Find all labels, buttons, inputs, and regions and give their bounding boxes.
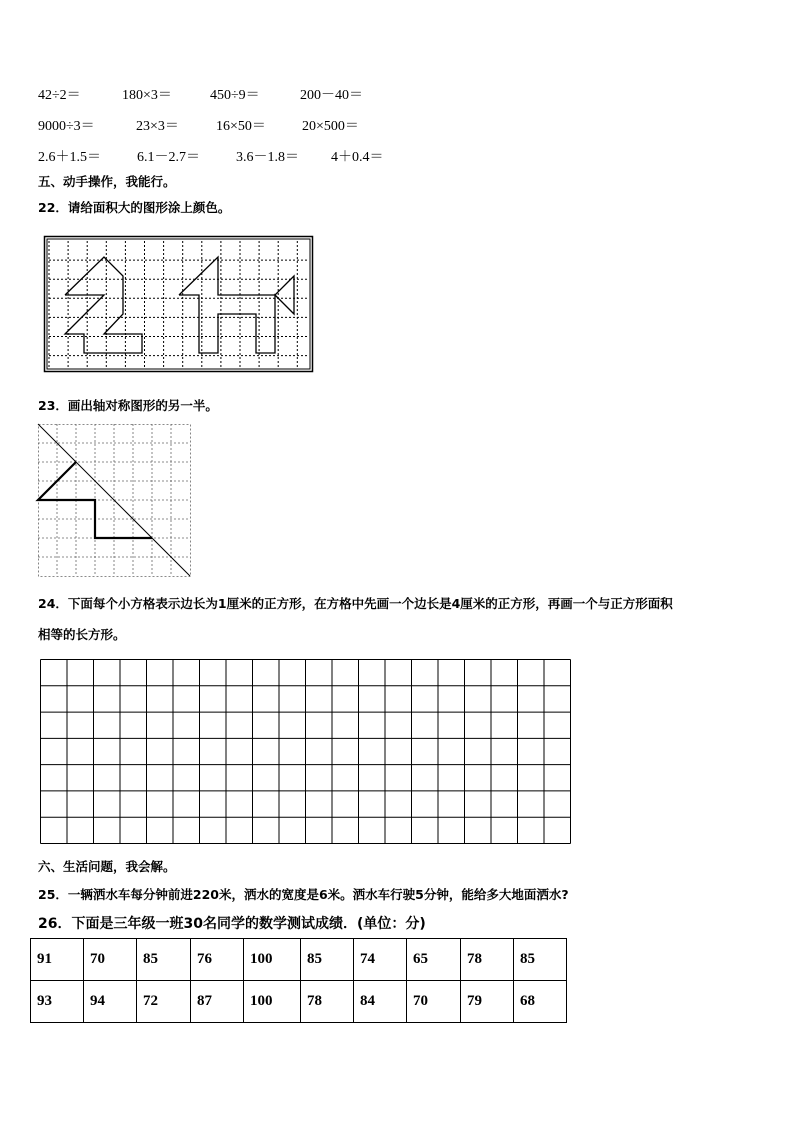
score-cell: 70 <box>407 981 461 1023</box>
score-cell: 85 <box>137 939 191 981</box>
score-cell: 76 <box>191 939 244 981</box>
q23-symmetry-figure <box>38 424 192 578</box>
q24-drawing-grid <box>40 659 572 845</box>
question-22: 22．请给面积大的图形涂上颜色。 <box>38 200 231 215</box>
calc-item: 2.6＋1.5＝ <box>38 150 101 165</box>
question-24-line2: 相等的长方形。 <box>38 627 126 642</box>
calc-item: 200－40＝ <box>300 88 363 103</box>
score-cell: 70 <box>84 939 137 981</box>
score-cell: 78 <box>461 939 514 981</box>
section-six-heading: 六、生活问题，我会解。 <box>38 859 176 874</box>
calc-item: 42÷2＝ <box>38 88 81 103</box>
left-shape <box>65 257 142 353</box>
q22-grid-figure <box>44 236 314 372</box>
score-cell: 72 <box>137 981 191 1023</box>
score-cell: 85 <box>301 939 354 981</box>
score-cell: 74 <box>354 939 407 981</box>
right-shape <box>179 257 294 353</box>
score-cell: 68 <box>514 981 567 1023</box>
score-cell: 93 <box>31 981 84 1023</box>
score-cell: 84 <box>354 981 407 1023</box>
calc-item: 23×3＝ <box>136 119 179 134</box>
table-row <box>31 981 567 1023</box>
score-cell: 85 <box>514 939 567 981</box>
calc-item: 3.6－1.8＝ <box>236 150 299 165</box>
score-cell: 91 <box>31 939 84 981</box>
score-cell: 78 <box>301 981 354 1023</box>
question-26: 26．下面是三年级一班30名同学的数学测试成绩．(单位：分) <box>38 916 426 932</box>
calc-item: 450÷9＝ <box>210 88 260 103</box>
score-table <box>30 938 567 1023</box>
calc-item: 6.1－2.7＝ <box>137 150 200 165</box>
question-24-line1: 24．下面每个小方格表示边长为1厘米的正方形，在方格中先画一个边长是4厘米的正方形，再画一个与正方形面积 <box>38 596 673 611</box>
question-25: 25．一辆洒水车每分钟前进220米，洒水的宽度是6米。洒水车行驶5分钟，能给多大地面洒水? <box>38 887 569 902</box>
calc-item: 9000÷3＝ <box>38 119 95 134</box>
section-five-heading: 五、动手操作，我能行。 <box>38 174 176 189</box>
table-row <box>31 939 567 981</box>
score-cell: 79 <box>461 981 514 1023</box>
calc-item: 20×500＝ <box>302 119 359 134</box>
calc-item: 16×50＝ <box>216 119 266 134</box>
score-cell: 100 <box>244 981 301 1023</box>
score-cell: 87 <box>191 981 244 1023</box>
calc-item: 4＋0.4＝ <box>331 150 384 165</box>
score-cell: 100 <box>244 939 301 981</box>
score-cell: 94 <box>84 981 137 1023</box>
calc-item: 180×3＝ <box>122 88 172 103</box>
score-cell: 65 <box>407 939 461 981</box>
question-23: 23．画出轴对称图形的另一半。 <box>38 398 218 413</box>
